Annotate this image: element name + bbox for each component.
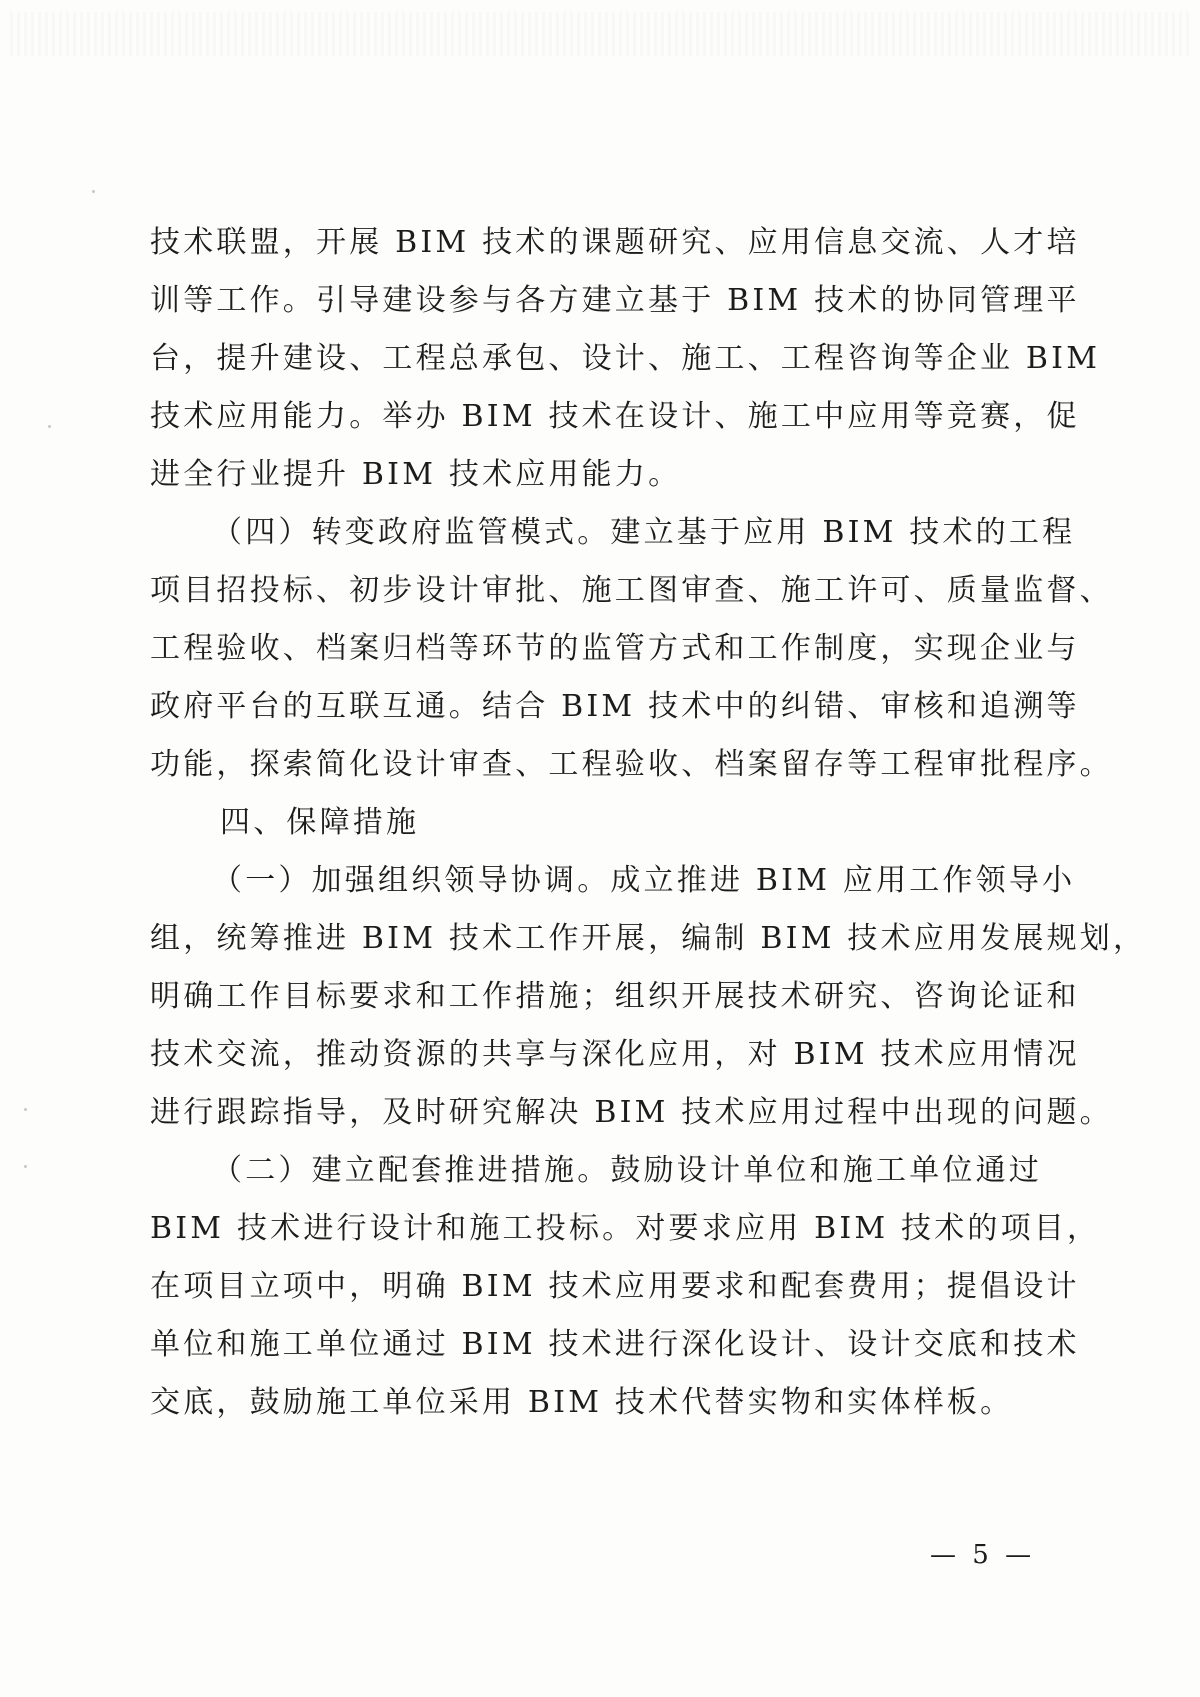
text-line: 训等工作。引导建设参与各方建立基于 BIM 技术的协同管理平 <box>150 283 1080 318</box>
scan-speck <box>92 190 95 193</box>
text-line: BIM 技术进行设计和施工投标。对要求应用 BIM 技术的项目， <box>150 1211 1101 1246</box>
text-line: （二）建立配套推进措施。鼓励设计单位和施工单位通过 <box>212 1153 1042 1188</box>
text-line: （四）转变政府监管模式。建立基于应用 BIM 技术的工程 <box>212 515 1076 550</box>
text-line: 技术应用能力。举办 BIM 技术在设计、施工中应用等竞赛，促 <box>150 399 1080 434</box>
text-line: 进行跟踪指导，及时研究解决 BIM 技术应用过程中出现的问题。 <box>150 1095 1113 1130</box>
text-line: （一）加强组织领导协调。成立推进 BIM 应用工作领导小 <box>212 863 1076 898</box>
text-line: 技术联盟，开展 BIM 技术的课题研究、应用信息交流、人才培 <box>150 225 1080 260</box>
text-line: 交底，鼓励施工单位采用 BIM 技术代替实物和实体样板。 <box>150 1385 1014 1420</box>
text-line: 工程验收、档案归档等环节的监管方式和工作制度，实现企业与 <box>150 631 1080 666</box>
paragraph-measure-2 <box>150 1142 1101 1432</box>
text-line: 政府平台的互联互通。结合 BIM 技术中的纠错、审核和追溯等 <box>150 689 1080 724</box>
text-line: 进全行业提升 BIM 技术应用能力。 <box>150 457 682 492</box>
text-line: 技术交流，推动资源的共享与深化应用，对 BIM 技术应用情况 <box>150 1037 1080 1072</box>
paragraph-continuation <box>150 214 1101 504</box>
section-heading: 四、保障措施 <box>220 805 420 840</box>
paragraph-item-4 <box>150 504 1113 794</box>
page-number: — 5 — <box>930 1540 1036 1570</box>
text-line: 单位和施工单位通过 BIM 技术进行深化设计、设计交底和技术 <box>150 1327 1080 1362</box>
scan-speck <box>24 1108 27 1111</box>
text-line: 组，统筹推进 BIM 技术工作开展，编制 BIM 技术应用发展规划， <box>150 921 1147 956</box>
text-line: 功能，探索简化设计审查、工程验收、档案留存等工程审批程序。 <box>150 747 1113 782</box>
paragraph-measure-1 <box>150 852 1147 1142</box>
scan-speck <box>24 1165 27 1168</box>
text-line: 在项目立项中，明确 BIM 技术应用要求和配套费用；提倡设计 <box>150 1269 1080 1304</box>
text-line: 台，提升建设、工程总承包、设计、施工、工程咨询等企业 BIM <box>150 341 1101 376</box>
scan-speck <box>48 425 51 428</box>
text-line: 明确工作目标要求和工作措施；组织开展技术研究、咨询论证和 <box>150 979 1080 1014</box>
document-page <box>150 214 1147 1432</box>
text-line: 项目招投标、初步设计审批、施工图审查、施工许可、质量监督、 <box>150 573 1113 608</box>
scan-bleed-through <box>10 12 1190 56</box>
